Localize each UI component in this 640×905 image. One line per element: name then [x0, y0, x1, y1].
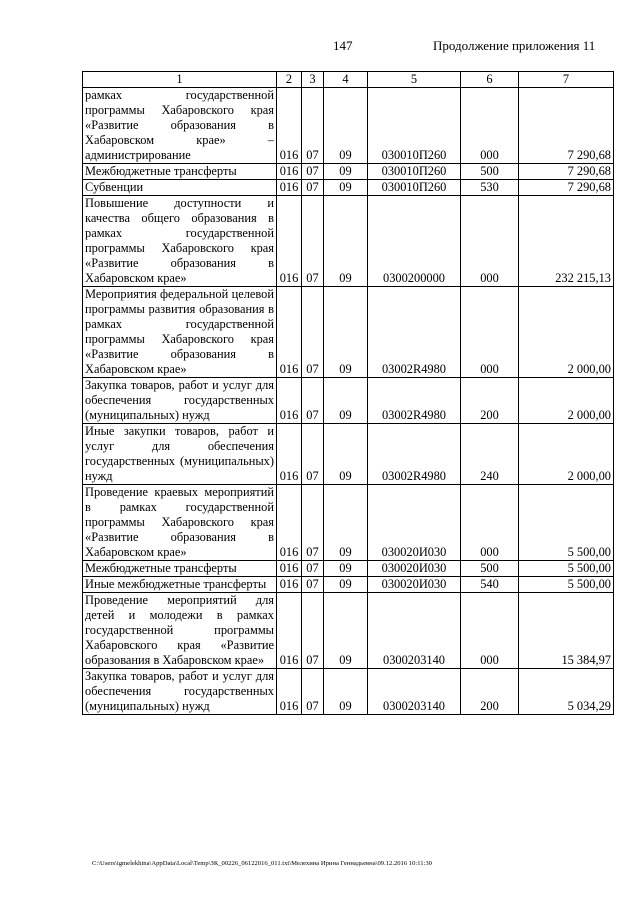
row-target-article-cell: 030020И030: [368, 485, 461, 561]
row-ministry-cell: 016: [277, 669, 302, 715]
row-expense-type-cell: 540: [461, 577, 519, 593]
row-subsection-cell: 09: [324, 485, 368, 561]
row-expense-type-cell: 240: [461, 424, 519, 485]
row-expense-type-cell: 000: [461, 287, 519, 378]
row-subsection-cell: 09: [324, 88, 368, 164]
row-name-cell: Иные закупки товаров, работ и услуг для обеспечения государственных (муниципальных) нужд: [83, 424, 277, 485]
row-ministry-cell: 016: [277, 88, 302, 164]
row-amount-cell: 7 290,68: [519, 180, 614, 196]
row-ministry-cell: 016: [277, 424, 302, 485]
footer-file-path: C:\Users\igmelekhina\AppData\Local\Temp\ЗК_00226_06122016_011.txt\Мелехина Ирина Геннадьевна\09.12.2016 10:11:30: [92, 860, 432, 867]
table-row: [83, 577, 614, 593]
budget-table: [82, 71, 614, 715]
column-header: 3: [302, 72, 324, 88]
row-subsection-cell: 09: [324, 180, 368, 196]
table-row: [83, 196, 614, 287]
row-name-cell: Межбюджетные трансферты: [83, 164, 277, 180]
row-target-article-cell: 0300203140: [368, 669, 461, 715]
row-amount-cell: 2 000,00: [519, 378, 614, 424]
table-row: [83, 88, 614, 164]
row-name-cell: Проведение мероприятий для детей и молодежи в рамках государственной программы Хабаровского края «Развитие образования в Хабаровском крае»: [83, 593, 277, 669]
row-section-cell: 07: [302, 424, 324, 485]
table-row: [83, 485, 614, 561]
row-amount-cell: 7 290,68: [519, 88, 614, 164]
table-row: [83, 180, 614, 196]
row-name-cell: Иные межбюджетные трансферты: [83, 577, 277, 593]
column-header: 2: [277, 72, 302, 88]
row-amount-cell: 15 384,97: [519, 593, 614, 669]
row-name-cell: рамках государственной программы Хабаровского края «Развитие образования в Хабаровском крае» – администрирование: [83, 88, 277, 164]
row-subsection-cell: 09: [324, 593, 368, 669]
row-name-cell: Закупка товаров, работ и услуг для обеспечения государственных (муниципальных) нужд: [83, 669, 277, 715]
row-target-article-cell: 03002R4980: [368, 287, 461, 378]
row-section-cell: 07: [302, 196, 324, 287]
row-target-article-cell: 030020И030: [368, 577, 461, 593]
table-header-row: [83, 72, 614, 88]
row-section-cell: 07: [302, 669, 324, 715]
row-subsection-cell: 09: [324, 196, 368, 287]
row-expense-type-cell: 000: [461, 485, 519, 561]
row-name-cell: Межбюджетные трансферты: [83, 561, 277, 577]
row-section-cell: 07: [302, 164, 324, 180]
row-subsection-cell: 09: [324, 669, 368, 715]
row-subsection-cell: 09: [324, 164, 368, 180]
row-expense-type-cell: 500: [461, 164, 519, 180]
row-target-article-cell: 030010П260: [368, 180, 461, 196]
row-subsection-cell: 09: [324, 577, 368, 593]
row-target-article-cell: 030020И030: [368, 561, 461, 577]
row-target-article-cell: 03002R4980: [368, 378, 461, 424]
row-ministry-cell: 016: [277, 561, 302, 577]
row-subsection-cell: 09: [324, 424, 368, 485]
table-row: [83, 424, 614, 485]
row-ministry-cell: 016: [277, 287, 302, 378]
row-amount-cell: 5 034,29: [519, 669, 614, 715]
row-target-article-cell: 03002R4980: [368, 424, 461, 485]
row-ministry-cell: 016: [277, 593, 302, 669]
row-amount-cell: 5 500,00: [519, 485, 614, 561]
row-expense-type-cell: 000: [461, 88, 519, 164]
column-header: 7: [519, 72, 614, 88]
row-target-article-cell: 030010П260: [368, 88, 461, 164]
row-amount-cell: 2 000,00: [519, 287, 614, 378]
row-subsection-cell: 09: [324, 287, 368, 378]
row-section-cell: 07: [302, 287, 324, 378]
row-section-cell: 07: [302, 593, 324, 669]
column-header: 6: [461, 72, 519, 88]
row-name-cell: Мероприятия федеральной целевой программы развития образования в рамках государственной программы Хабаровского края «Развитие образования в Хабаровском крае»: [83, 287, 277, 378]
row-subsection-cell: 09: [324, 561, 368, 577]
continuation-label: Продолжение приложения 11: [433, 38, 596, 53]
row-name-cell: Проведение краевых мероприятий в рамках государственной программы Хабаровского края «Развитие образования в Хабаровском крае»: [83, 485, 277, 561]
row-ministry-cell: 016: [277, 180, 302, 196]
row-amount-cell: 232 215,13: [519, 196, 614, 287]
row-amount-cell: 5 500,00: [519, 561, 614, 577]
row-section-cell: 07: [302, 180, 324, 196]
row-target-article-cell: 030010П260: [368, 164, 461, 180]
row-section-cell: 07: [302, 378, 324, 424]
row-ministry-cell: 016: [277, 485, 302, 561]
row-name-cell: Повышение доступности и качества общего образования в рамках государственной программы Хабаровского края «Развитие образования в Хабаровском крае»: [83, 196, 277, 287]
row-target-article-cell: 0300203140: [368, 593, 461, 669]
table-row: [83, 593, 614, 669]
row-expense-type-cell: 200: [461, 669, 519, 715]
row-subsection-cell: 09: [324, 378, 368, 424]
row-section-cell: 07: [302, 561, 324, 577]
row-amount-cell: 7 290,68: [519, 164, 614, 180]
table-row: [83, 669, 614, 715]
row-expense-type-cell: 000: [461, 196, 519, 287]
column-header: 4: [324, 72, 368, 88]
row-name-cell: Субвенции: [83, 180, 277, 196]
row-expense-type-cell: 000: [461, 593, 519, 669]
row-target-article-cell: 0300200000: [368, 196, 461, 287]
table-row: [83, 378, 614, 424]
row-amount-cell: 2 000,00: [519, 424, 614, 485]
row-ministry-cell: 016: [277, 577, 302, 593]
row-section-cell: 07: [302, 88, 324, 164]
table-row: [83, 561, 614, 577]
table-row: [83, 164, 614, 180]
row-expense-type-cell: 200: [461, 378, 519, 424]
column-header: 1: [83, 72, 277, 88]
page-number: 147: [333, 38, 353, 53]
table-row: [83, 287, 614, 378]
row-name-cell: Закупка товаров, работ и услуг для обеспечения государственных (муниципальных) нужд: [83, 378, 277, 424]
row-ministry-cell: 016: [277, 196, 302, 287]
row-section-cell: 07: [302, 577, 324, 593]
row-expense-type-cell: 530: [461, 180, 519, 196]
row-ministry-cell: 016: [277, 164, 302, 180]
row-ministry-cell: 016: [277, 378, 302, 424]
column-header: 5: [368, 72, 461, 88]
row-expense-type-cell: 500: [461, 561, 519, 577]
row-section-cell: 07: [302, 485, 324, 561]
row-amount-cell: 5 500,00: [519, 577, 614, 593]
